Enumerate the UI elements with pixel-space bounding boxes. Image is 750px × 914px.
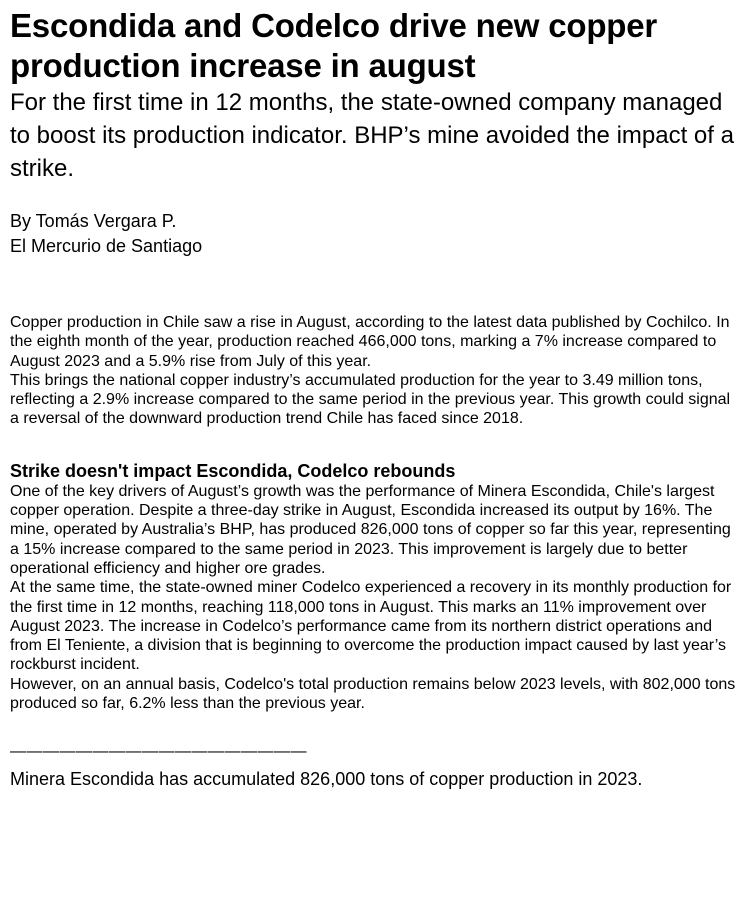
headline: Escondida and Codelco drive new copper production increase in august bbox=[10, 7, 658, 84]
section-paragraph: One of the key drivers of August’s growth was the performance of Minera Escondida, Chile's largest copper operation. Despite a three-day strike in August, Escondida increased its output by 16%. The mine, operated by Australia’s BHP, has produced 826,000 tons of copper so far this year, representing a 15% increase compared to the same period in 2023. This improvement is largely due to better operational efficiency and higher ore grades. bbox=[10, 482, 731, 577]
subheadline: For the first time in 12 months, the state-owned company managed to boost its production indicator. BHP’s mine avoided the impact of a strike. bbox=[10, 89, 734, 182]
section-body bbox=[10, 482, 742, 714]
photo-caption: Minera Escondida has accumulated 826,000 tons of copper production in 2023. bbox=[10, 769, 643, 790]
intro-paragraph: This brings the national copper industry’s accumulated production for the year to 3.49 million tons, reflecting a 2.9% increase compared to the same period in the previous year. This growth could signal a reversal of the downward production trend Chile has faced since 2018. bbox=[10, 371, 731, 428]
byline-author: By Tomás Vergara P. bbox=[10, 211, 177, 231]
article-intro bbox=[10, 313, 742, 429]
intro-paragraph: Copper production in Chile saw a rise in August, according to the latest data published by Cochilco. In the eighth month of the year, production reached 466,000 tons, marking a 7% increase compared to August 2023 and a 5.9% rise from July of this year. bbox=[10, 314, 730, 370]
section-heading: Strike doesn't impact Escondida, Codelco rebounds bbox=[10, 460, 456, 481]
section-paragraph: At the same time, the state-owned miner Codelco experienced a recovery in its monthly production for the first time in 12 months, reaching 118,000 tons in August. This marks an 11% improvement over August 2023. The increase in Codelco’s performance came from its northern district operations and from El Teniente, a division that is beginning to overcome the production impact caused by last year’s rockburst incident. bbox=[10, 579, 732, 674]
byline-publication: El Mercurio de Santiago bbox=[10, 236, 203, 256]
section-paragraph: However, on an annual basis, Codelco's total production remains below 2023 levels, with 802,000 tons produced so far, 6.2% less than the previous year. bbox=[10, 675, 736, 713]
divider-line: —————————————————— bbox=[10, 743, 307, 761]
byline bbox=[10, 209, 742, 259]
